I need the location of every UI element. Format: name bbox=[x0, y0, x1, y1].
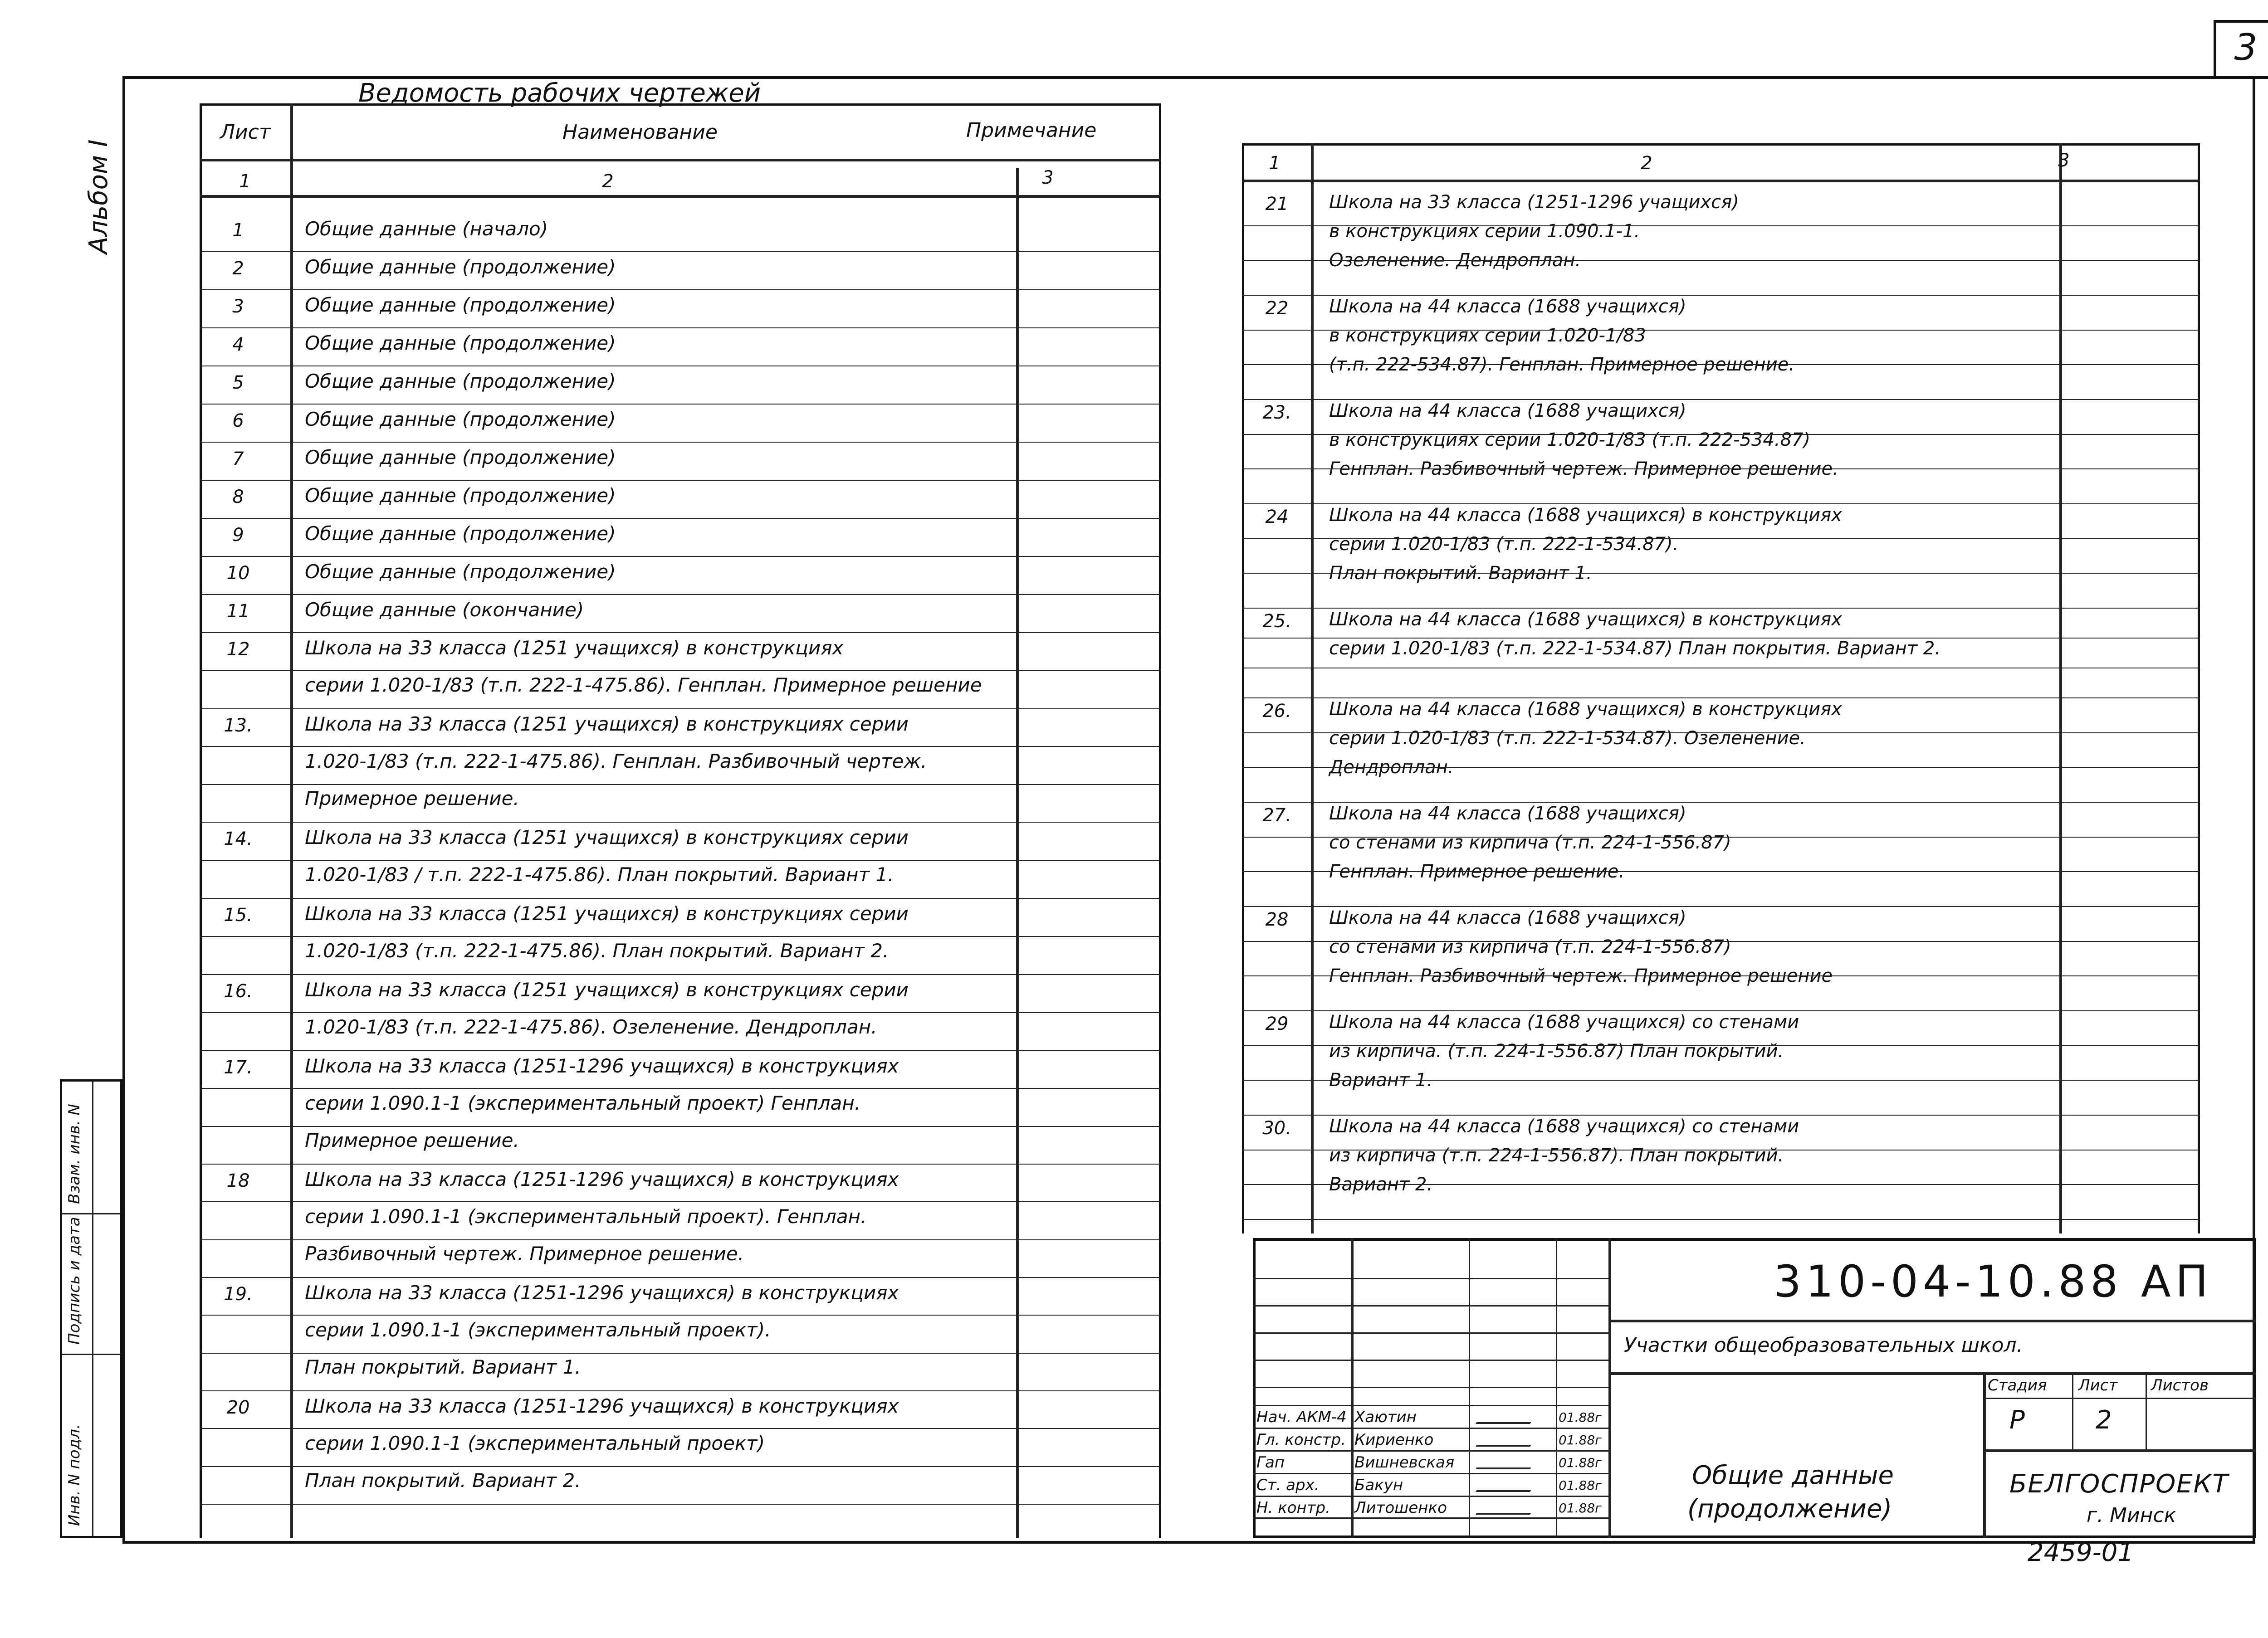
sheets-header: Листов bbox=[2151, 1376, 2209, 1394]
right-row-text: в конструкциях серии 1.090.1-1. bbox=[1329, 221, 1640, 242]
left-row-number: 15. bbox=[224, 905, 253, 926]
right-row-number: 29 bbox=[1265, 1014, 1289, 1034]
right-row-number: 26. bbox=[1262, 701, 1291, 722]
signature-date: 01.88г bbox=[1559, 1433, 1602, 1448]
right-row-text: Школа на 44 класса (1688 учащихся) bbox=[1329, 907, 1686, 928]
signature-mark bbox=[1476, 1436, 1536, 1447]
signature-mark bbox=[1476, 1504, 1536, 1515]
right-row-text: Школа на 44 класса (1688 учащихся) bbox=[1329, 803, 1686, 824]
signature-name: Бакун bbox=[1354, 1476, 1403, 1494]
drawing-code: 310-04-10.88 АП bbox=[1774, 1256, 2213, 1307]
left-row-number: 10 bbox=[226, 563, 250, 584]
left-row-text: серии 1.090.1-1 (экспериментальный проект). Генплан. bbox=[305, 1205, 867, 1228]
right-row-text: Школа на 44 класса (1688 учащихся) со стенами bbox=[1329, 1012, 1799, 1033]
left-row-text: Общие данные (продолжение) bbox=[305, 408, 616, 430]
left-row-number: 2 bbox=[232, 258, 244, 279]
left-row-text: Общие данные (продолжение) bbox=[305, 561, 616, 583]
left-row-text: серии 1.090.1-1 (экспериментальный проект) Генплан. bbox=[305, 1092, 861, 1114]
project-title: Участки общеобразовательных школ. bbox=[1624, 1334, 2023, 1357]
right-row-text: Школа на 44 класса (1688 учащихся) в конструкциях bbox=[1329, 699, 1842, 720]
sheet-name-line2: (продолжение) bbox=[1687, 1494, 1892, 1524]
left-colnum-2: 2 bbox=[602, 171, 614, 192]
signature-date: 01.88г bbox=[1559, 1478, 1602, 1493]
left-row-number: 3 bbox=[232, 296, 244, 317]
left-row-number: 9 bbox=[232, 525, 244, 546]
signature-role: Ст. арх. bbox=[1256, 1476, 1320, 1494]
signature-name: Хаютин bbox=[1354, 1408, 1417, 1426]
stage-value: Р bbox=[2009, 1405, 2025, 1435]
right-row-text: Школа на 44 класса (1688 учащихся) bbox=[1329, 296, 1686, 317]
signature-name: Вишневская bbox=[1354, 1453, 1455, 1472]
left-header-sheet: Лист bbox=[220, 121, 271, 144]
left-row-text: Школа на 33 класса (1251 учащихся) в конструкциях серии bbox=[305, 902, 909, 925]
left-row-text: серии 1.020-1/83 (т.п. 222-1-475.86). Генплан. Примерное решение bbox=[305, 674, 982, 696]
left-row-text: 1.020-1/83 (т.п. 222-1-475.86). Генплан. Разбивочный чертеж. bbox=[305, 750, 927, 772]
left-row-number: 20 bbox=[226, 1397, 250, 1418]
right-row-text: План покрытий. Вариант 1. bbox=[1329, 563, 1592, 584]
right-row-text: Школа на 33 класса (1251-1296 учащихся) bbox=[1329, 192, 1739, 213]
left-row-text: Общие данные (продолжение) bbox=[305, 370, 616, 392]
signature-date: 01.88г bbox=[1559, 1455, 1602, 1470]
right-row-number: 21 bbox=[1265, 194, 1289, 214]
right-row-text: со стенами из кирпича (т.п. 224-1-556.87) bbox=[1329, 936, 1731, 957]
left-row-number: 17. bbox=[224, 1057, 253, 1078]
left-row-text: Школа на 33 класса (1251-1296 учащихся) в конструкциях bbox=[305, 1395, 899, 1417]
right-row-text: Вариант 2. bbox=[1329, 1174, 1433, 1195]
right-row-text: Дендроплан. bbox=[1329, 757, 1454, 778]
signature-name: Литошенко bbox=[1354, 1499, 1447, 1517]
left-row-text: Общие данные (продолжение) bbox=[305, 332, 616, 354]
right-colnum-1: 1 bbox=[1269, 153, 1281, 174]
left-row-number: 5 bbox=[232, 372, 244, 393]
sign-date-label: Подпись и дата bbox=[65, 1217, 83, 1345]
signature-mark bbox=[1476, 1458, 1536, 1469]
left-row-number: 14. bbox=[224, 829, 253, 849]
left-row-text: серии 1.090.1-1 (экспериментальный проект). bbox=[305, 1319, 771, 1341]
left-row-text: Общие данные (окончание) bbox=[305, 599, 584, 621]
left-row-text: Общие данные (начало) bbox=[305, 218, 548, 240]
left-header-name: Наименование bbox=[562, 121, 718, 144]
left-row-text: Примерное решение. bbox=[305, 1129, 519, 1151]
right-row-text: Генплан. Примерное решение. bbox=[1329, 861, 1625, 882]
left-header-note: Примечание bbox=[966, 119, 1097, 142]
left-colnum-1: 1 bbox=[239, 171, 251, 192]
signature-role: Нач. АКМ-4 bbox=[1256, 1408, 1347, 1426]
signature-role: Гл. констр. bbox=[1256, 1431, 1346, 1449]
signature-mark bbox=[1476, 1413, 1536, 1424]
left-row-number: 7 bbox=[232, 448, 244, 469]
left-row-number: 1 bbox=[232, 220, 244, 241]
sheet-header: Лист bbox=[2078, 1376, 2118, 1394]
right-row-text: Вариант 1. bbox=[1329, 1070, 1433, 1091]
right-row-text: Генплан. Разбивочный чертеж. Примерное решение bbox=[1329, 965, 1833, 986]
album-label: Альбом I bbox=[84, 139, 113, 254]
left-row-number: 11 bbox=[226, 601, 250, 622]
left-row-text: Общие данные (продолжение) bbox=[305, 294, 616, 316]
right-row-text: Школа на 44 класса (1688 учащихся) bbox=[1329, 400, 1686, 421]
right-row-text: из кирпича (т.п. 224-1-556.87). План покрытий. bbox=[1329, 1145, 1784, 1166]
left-row-text: Школа на 33 класса (1251 учащихся) в конструкциях серии bbox=[305, 713, 909, 735]
right-row-number: 28 bbox=[1265, 909, 1289, 930]
left-row-text: Общие данные (продолжение) bbox=[305, 256, 616, 278]
right-row-number: 24 bbox=[1265, 507, 1289, 527]
right-row-number: 25. bbox=[1262, 611, 1291, 632]
right-row-number: 30. bbox=[1262, 1118, 1291, 1139]
right-row-number: 23. bbox=[1262, 402, 1291, 423]
org-name: БЕЛГОСПРОЕКТ bbox=[2009, 1469, 2229, 1499]
stage-header: Стадия bbox=[1988, 1376, 2047, 1394]
side-stamp bbox=[60, 1079, 122, 1538]
left-row-text: Разбивочный чертеж. Примерное решение. bbox=[305, 1243, 744, 1265]
right-row-text: в конструкциях серии 1.020-1/83 bbox=[1329, 325, 1646, 346]
right-row-text: в конструкциях серии 1.020-1/83 (т.п. 222-534.87) bbox=[1329, 429, 1810, 450]
right-colnum-2: 2 bbox=[1641, 153, 1652, 174]
right-row-text: из кирпича. (т.п. 224-1-556.87) План покрытий. bbox=[1329, 1041, 1784, 1062]
left-row-text: Школа на 33 класса (1251-1296 учащихся) в конструкциях bbox=[305, 1168, 899, 1190]
right-row-text: серии 1.020-1/83 (т.п. 222-1-534.87) План покрытия. Вариант 2. bbox=[1329, 638, 1941, 659]
org-city: г. Минск bbox=[2087, 1504, 2176, 1527]
right-row-text: Генплан. Разбивочный чертеж. Примерное решение. bbox=[1329, 458, 1838, 479]
right-row-text: со стенами из кирпича (т.п. 224-1-556.87) bbox=[1329, 832, 1731, 853]
right-row-number: 27. bbox=[1262, 805, 1291, 826]
left-row-number: 12 bbox=[226, 639, 250, 660]
left-row-text: Школа на 33 класса (1251-1296 учащихся) в конструкциях bbox=[305, 1282, 899, 1304]
left-row-text: Общие данные (продолжение) bbox=[305, 484, 616, 507]
sheet-name-line1: Общие данные bbox=[1692, 1461, 1894, 1490]
register-title: Ведомость рабочих чертежей bbox=[358, 78, 761, 108]
left-row-text: Школа на 33 класса (1251-1296 учащихся) в конструкциях bbox=[305, 1055, 899, 1077]
signature-date: 01.88г bbox=[1559, 1501, 1602, 1516]
signature-role: Н. контр. bbox=[1256, 1499, 1330, 1517]
left-row-number: 8 bbox=[232, 487, 244, 507]
left-row-text: Школа на 33 класса (1251 учащихся) в конструкциях серии bbox=[305, 826, 909, 848]
replace-inv-label: Взам. инв. N bbox=[65, 1104, 83, 1204]
left-row-text: Примерное решение. bbox=[305, 787, 519, 809]
signature-role: Гап bbox=[1256, 1453, 1285, 1472]
left-row-text: 1.020-1/83 (т.п. 222-1-475.86). Озеленение. Дендроплан. bbox=[305, 1016, 877, 1038]
left-row-text: Школа на 33 класса (1251 учащихся) в конструкциях bbox=[305, 637, 844, 659]
left-row-number: 16. bbox=[224, 981, 253, 1002]
left-row-number: 18 bbox=[226, 1170, 250, 1191]
sheet-value: 2 bbox=[2096, 1405, 2112, 1435]
signature-name: Кириенко bbox=[1354, 1431, 1434, 1449]
inv-orig-label: Инв. N подл. bbox=[65, 1424, 83, 1526]
right-row-text: серии 1.020-1/83 (т.п. 222-1-534.87). bbox=[1329, 534, 1679, 555]
left-row-text: серии 1.090.1-1 (экспериментальный проект) bbox=[305, 1432, 765, 1454]
right-row-text: серии 1.020-1/83 (т.п. 222-1-534.87). Озеленение. bbox=[1329, 728, 1806, 749]
left-row-number: 4 bbox=[232, 334, 244, 355]
left-row-text: 1.020-1/83 / т.п. 222-1-475.86). План покрытий. Вариант 1. bbox=[305, 863, 894, 886]
left-row-number: 6 bbox=[232, 410, 244, 431]
right-row-text: (т.п. 222-534.87). Генплан. Примерное решение. bbox=[1329, 354, 1795, 375]
right-row-text: Школа на 44 класса (1688 учащихся) со стенами bbox=[1329, 1116, 1799, 1137]
right-row-number: 22 bbox=[1265, 298, 1289, 319]
left-row-text: Общие данные (продолжение) bbox=[305, 446, 616, 468]
sheet-corner-number: 3 bbox=[2214, 20, 2268, 79]
left-row-text: 1.020-1/83 (т.п. 222-1-475.86). План покрытий. Вариант 2. bbox=[305, 940, 889, 962]
right-row-text: Озеленение. Дендроплан. bbox=[1329, 250, 1581, 271]
left-row-number: 13. bbox=[224, 715, 253, 736]
left-row-text: Общие данные (продолжение) bbox=[305, 522, 616, 545]
right-colnum-3: 3 bbox=[2058, 150, 2070, 171]
left-row-text: Школа на 33 класса (1251 учащихся) в конструкциях серии bbox=[305, 979, 909, 1001]
left-row-text: План покрытий. Вариант 1. bbox=[305, 1356, 581, 1378]
signature-date: 01.88г bbox=[1559, 1410, 1602, 1425]
left-row-text: План покрытий. Вариант 2. bbox=[305, 1469, 581, 1492]
left-colnum-3: 3 bbox=[1042, 167, 1054, 188]
left-row-number: 19. bbox=[224, 1284, 253, 1305]
signature-mark bbox=[1476, 1481, 1536, 1492]
right-row-text: Школа на 44 класса (1688 учащихся) в конструкциях bbox=[1329, 609, 1842, 630]
bottom-number: 2459-01 bbox=[2028, 1538, 2134, 1567]
right-row-text: Школа на 44 класса (1688 учащихся) в конструкциях bbox=[1329, 505, 1842, 526]
